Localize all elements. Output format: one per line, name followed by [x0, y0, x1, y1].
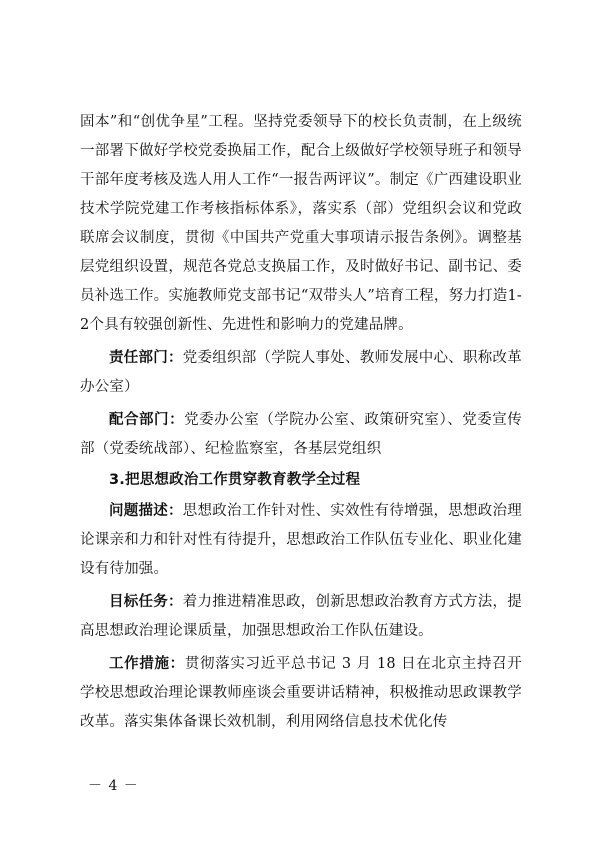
- document-body: [80, 108, 522, 737]
- cooperating-dept-label: 配合部门：: [109, 412, 185, 428]
- target-label: 目标任务：: [109, 594, 183, 610]
- responsible-dept-paragraph: [80, 344, 522, 402]
- work-measures-text: 贯彻落实习近平总书记 3 月 18 日在北京主持召开学校思想政治理论课教师座谈会重要讲话精神，积极推动思政课教学改革。落实集体备课长效机制，利用网络信息技术优化传: [80, 656, 523, 730]
- problem-text: 思想政治工作针对性、实效性有待增强，思想政治理论课亲和力和针对性有待提升，思想政治工作队伍专业化、职业化建设有待加强。: [80, 503, 522, 577]
- work-measures-paragraph: [80, 650, 522, 737]
- page-number: － 4 －: [88, 778, 139, 794]
- cooperating-dept-paragraph: [80, 406, 522, 464]
- problem-label: 问题描述：: [109, 503, 183, 519]
- cooperating-dept-text: 党委办公室（学院办公室、政策研究室）、党委宣传部（党委统战部）、纪检监察室，各基层党组织: [80, 412, 522, 457]
- intro-paragraph: 固本”和“创优争星”工程。坚持党委领导下的校长负责制，在上级统一部署下做好学校党委换届工作，配合上级做好学校领导班子和领导干部年度考核及选人用人工作“一报告两评议”。制定《广西建设职业技术学院党建工作考核指标体系》，落实系（部）党组织会议和党政联席会议制度，贯彻《中国共产党重大事项请示报告条例》。调整基层党组织设置，规范各党总支换届工作，及时做好书记、副书记、委员补选工作。实施教师党支部书记“双带头人”培育工程，努力打造1-2个具有较强创新性、先进性和影响力的党建品牌。: [80, 114, 522, 333]
- target-paragraph: [80, 588, 522, 646]
- responsible-dept-text: 党委组织部（学院人事处、教师发展中心、职称改革办公室）: [80, 350, 522, 395]
- responsible-dept-label: 责任部门：: [109, 350, 183, 366]
- problem-paragraph: [80, 497, 522, 584]
- work-measures-label: 工作措施：: [109, 656, 185, 672]
- section-heading: 3.把思想政治工作贯穿教育教学全过程: [109, 472, 361, 488]
- target-text: 着力推进精准思政，创新思想政治教育方式方法，提高思想政治理论课质量，加强思想政治工作队伍建设。: [80, 594, 522, 639]
